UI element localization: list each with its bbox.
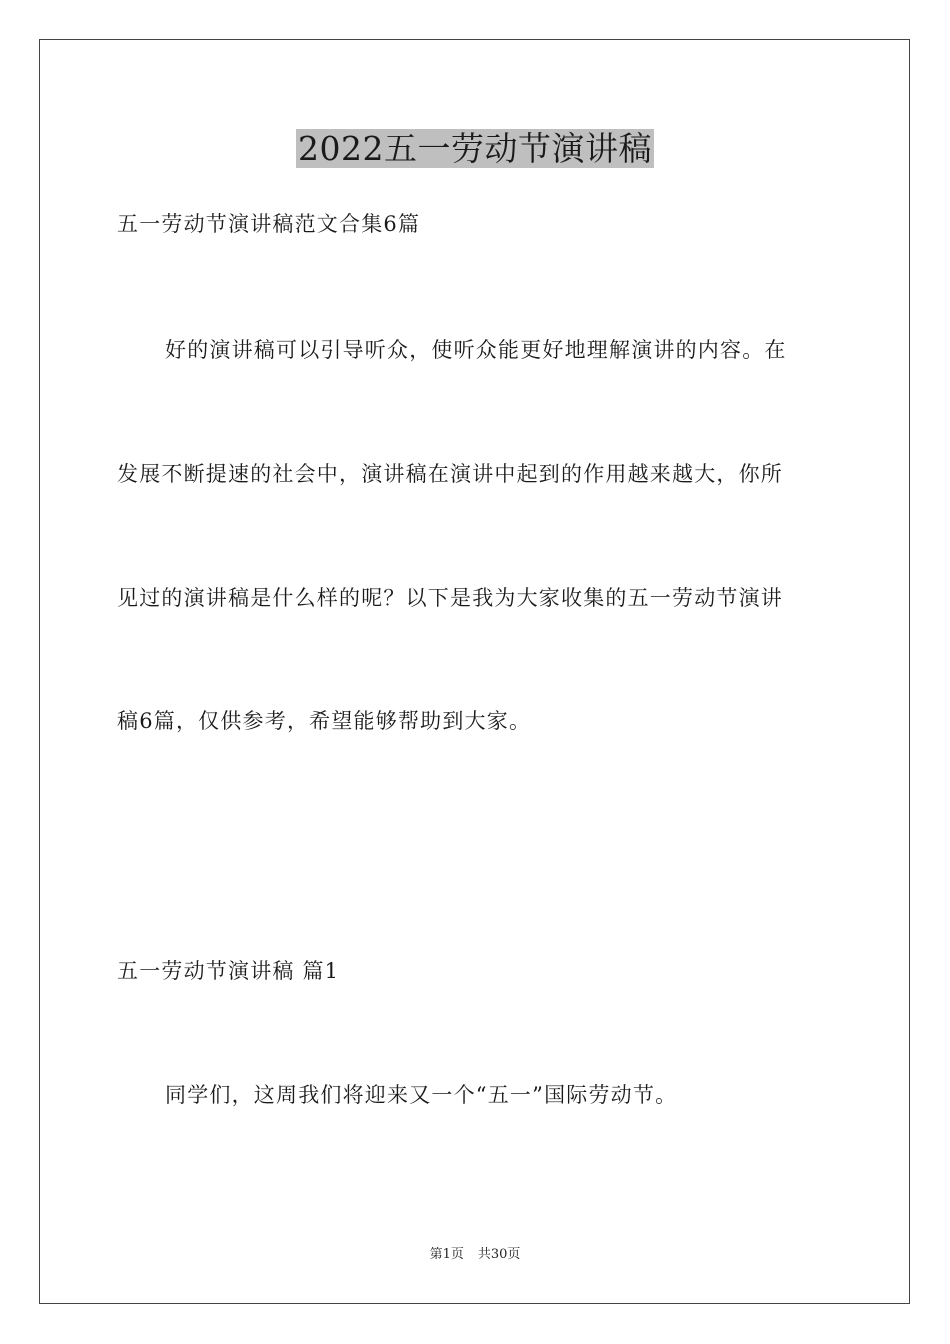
section-1-paragraph: 同学们，这周我们将迎来又一个“五一”国际劳动节。 bbox=[165, 1083, 678, 1107]
document-title bbox=[0, 126, 950, 172]
intro-line-4: 稿6篇，仅供参考，希望能够帮助到大家。 bbox=[117, 709, 532, 733]
document-subtitle: 五一劳动节演讲稿范文合集6篇 bbox=[117, 212, 421, 236]
intro-line-3: 见过的演讲稿是什么样的呢？以下是我为大家收集的五一劳动节演讲 bbox=[117, 586, 783, 610]
total-pages: 共30页 bbox=[477, 1247, 521, 1262]
intro-line-1: 好的演讲稿可以引导听众，使听众能更好地理解演讲的内容。在 bbox=[165, 338, 787, 362]
page-number: 第1页 bbox=[429, 1247, 464, 1262]
section-1-heading: 五一劳动节演讲稿 篇1 bbox=[117, 959, 340, 983]
page-footer bbox=[0, 1246, 950, 1264]
intro-line-2: 发展不断提速的社会中，演讲稿在演讲中起到的作用越来越大，你所 bbox=[117, 462, 783, 486]
document-title-text: 2022五一劳动节演讲稿 bbox=[298, 129, 652, 168]
